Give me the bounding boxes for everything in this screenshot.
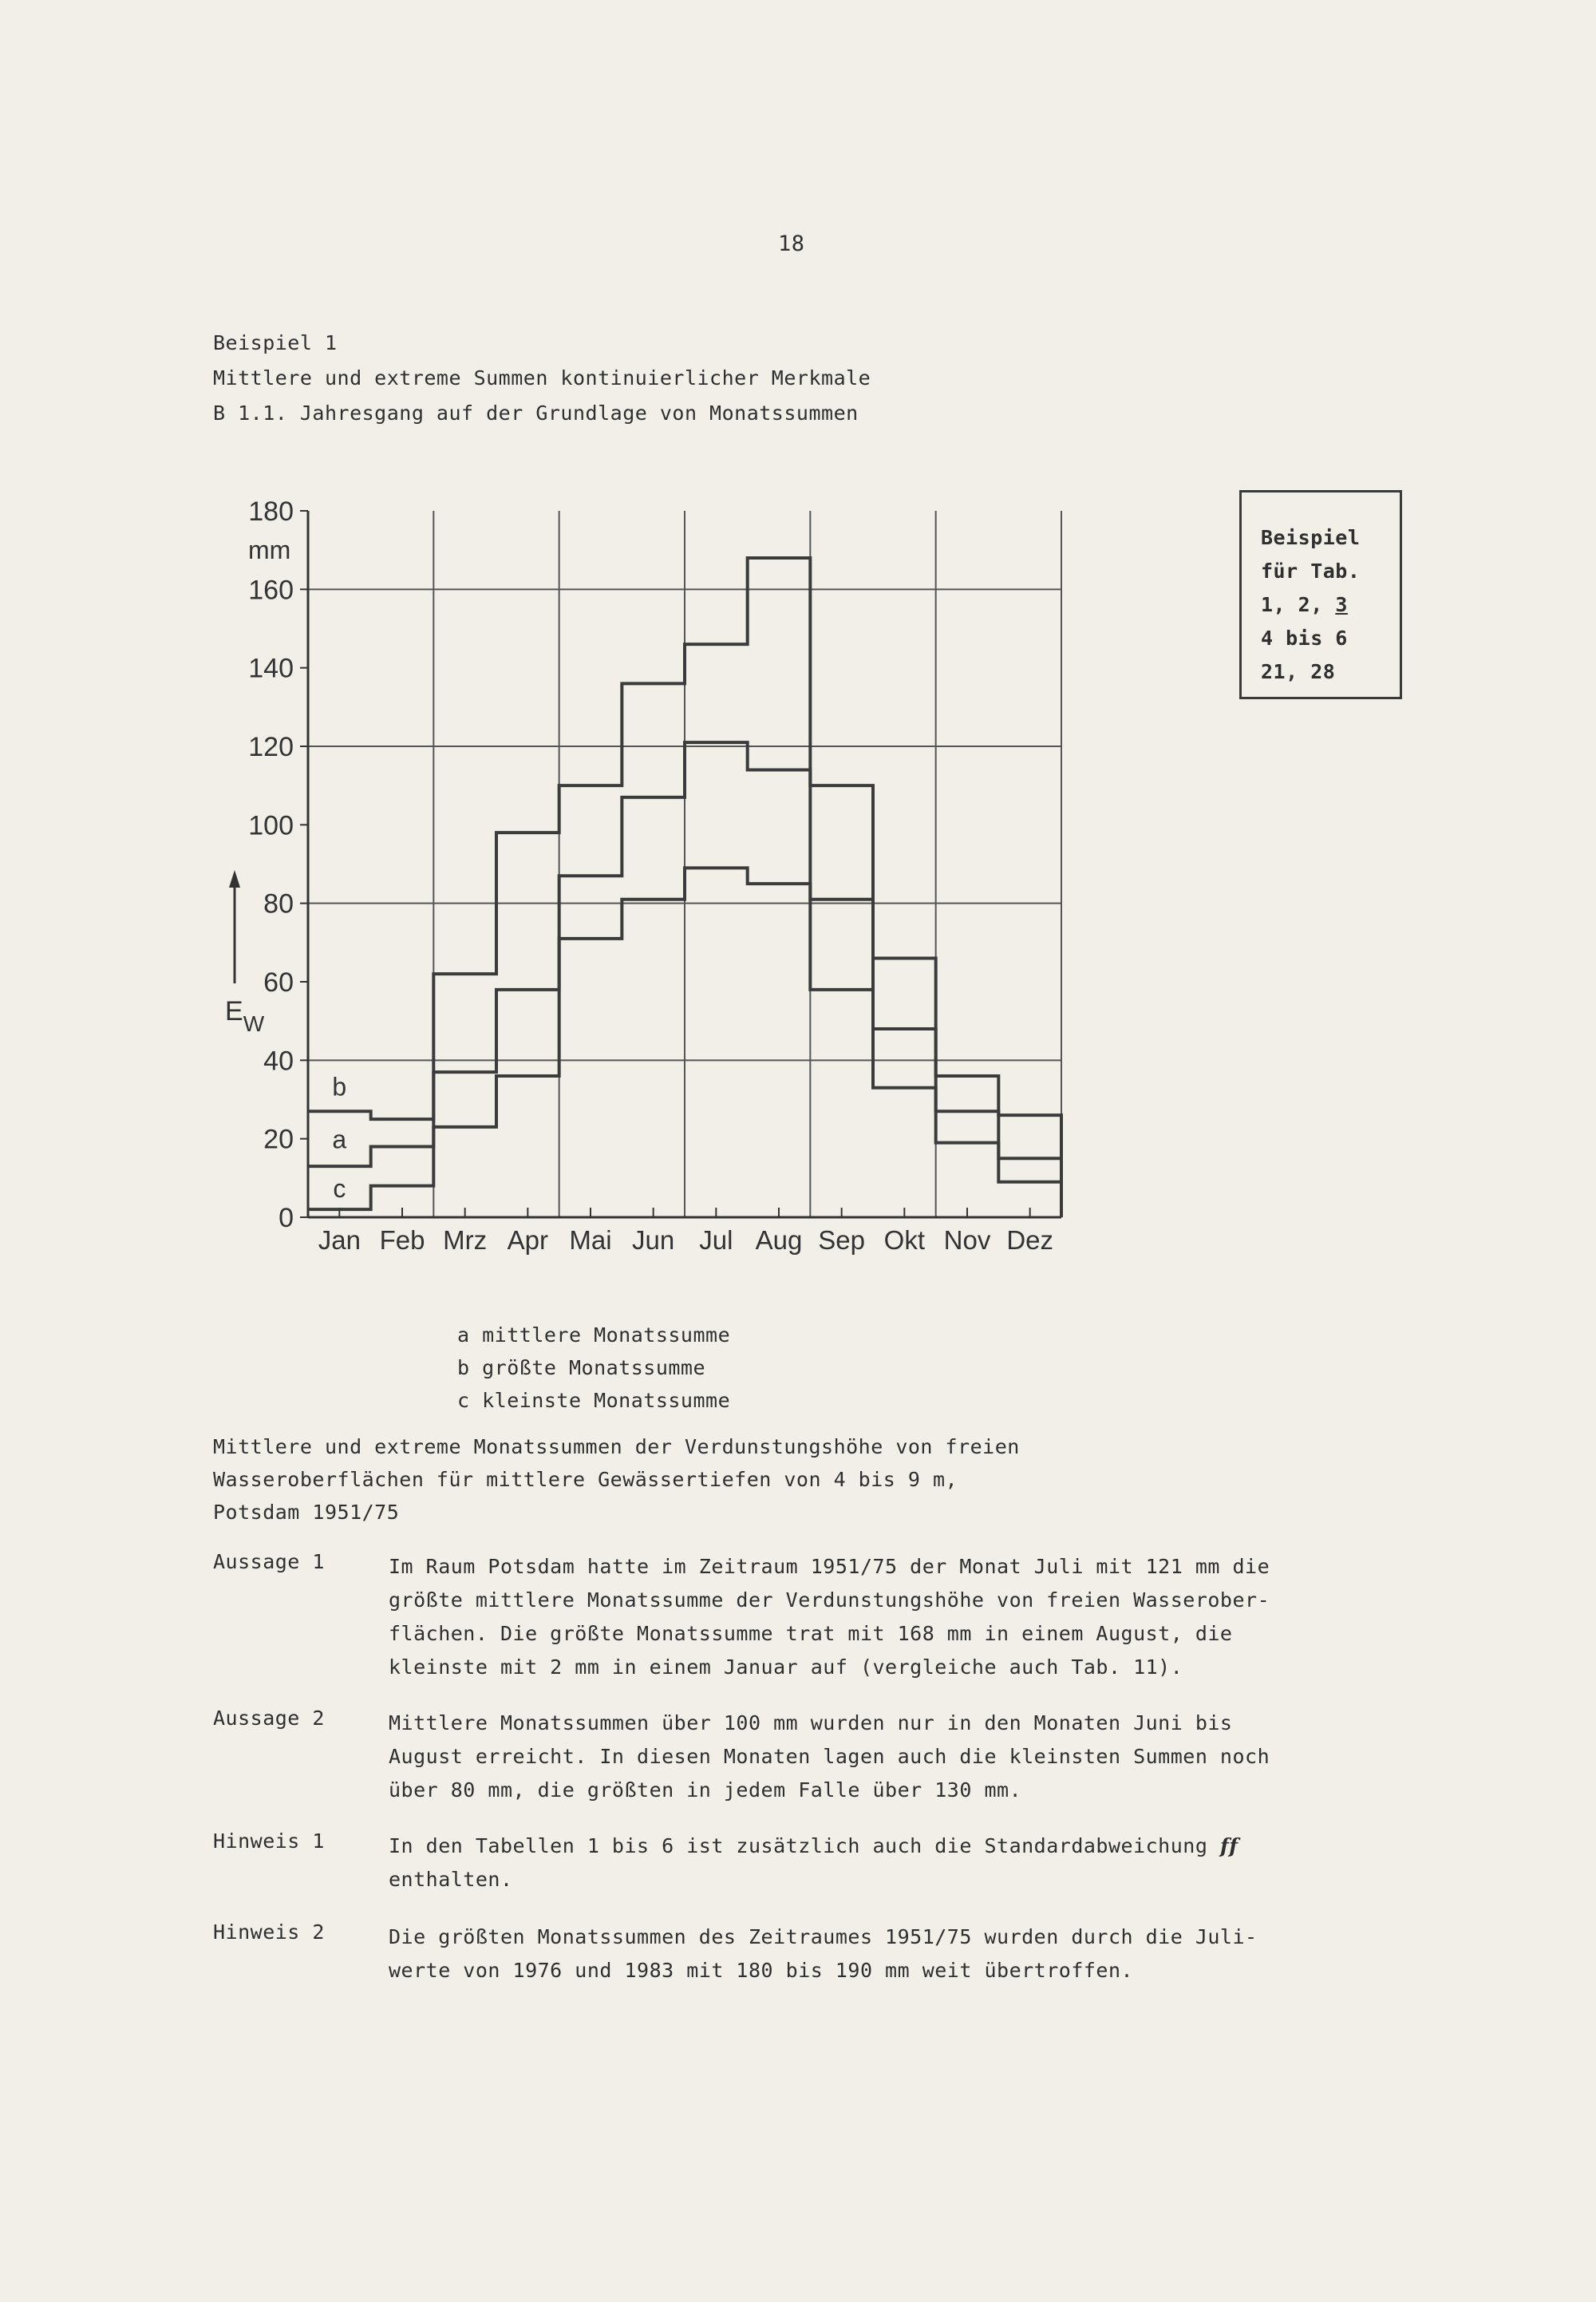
- y-tick-label: 80: [263, 888, 294, 920]
- series-label-b: b: [332, 1072, 347, 1102]
- hinweis-1-line-1-text: In den Tabellen 1 bis 6 ist zusätzlich auch die Standardabweichung: [389, 1834, 1208, 1857]
- aussage-2-line-2: August erreicht. In diesen Monaten lagen auch die kleinsten Summen noch: [389, 1745, 1270, 1768]
- heading-line-3: B 1.1. Jahresgang auf der Grundlage von Monatssummen: [213, 401, 859, 425]
- hinweis-1-line-2: enthalten.: [389, 1868, 513, 1891]
- aussage-2-line-1: Mittlere Monatssummen über 100 mm wurden nur in den Monaten Juni bis: [389, 1711, 1233, 1734]
- caption-line-3: Potsdam 1951/75: [213, 1501, 400, 1524]
- x-tick-label: Jan: [318, 1225, 361, 1255]
- ref-box-line-1: Beispiel: [1261, 526, 1361, 549]
- x-tick-label: Aug: [755, 1225, 803, 1255]
- caption-line-1: Mittlere und extreme Monatssummen der Verdunstungshöhe von freien: [213, 1435, 1020, 1458]
- y-tick-label: 160: [248, 575, 294, 606]
- heading-line-2: Mittlere und extreme Summen kontinuierlicher Merkmale: [213, 366, 871, 390]
- ref-box-line-4: 4 bis 6: [1261, 627, 1348, 650]
- x-tick-label: Sep: [818, 1225, 866, 1255]
- hinweis-1-line-1: [389, 1829, 1238, 1863]
- aussage-1-line-3: flächen. Die größte Monatssumme trat mit 168 mm in einem August, die: [389, 1622, 1233, 1645]
- hinweis-2-label: Hinweis 2: [213, 1920, 325, 1944]
- x-tick-label: Jul: [699, 1225, 733, 1255]
- y-unit-label: mm: [248, 536, 291, 564]
- hinweis-2-line-2: werte von 1976 und 1983 mit 180 bis 190 mm weit übertroffen.: [389, 1959, 1134, 1982]
- y-tick-label: 20: [263, 1124, 294, 1155]
- heading-line-1: Beispiel 1: [213, 331, 338, 354]
- x-tick-label: Mrz: [443, 1225, 488, 1255]
- legend: [457, 1319, 730, 1417]
- page-number: 18: [778, 231, 805, 256]
- series-label-a: a: [332, 1125, 347, 1154]
- ref-box-line-2: für Tab.: [1261, 560, 1361, 583]
- x-tick-label: Apr: [507, 1225, 549, 1255]
- aussage-1-line-2: größte mittlere Monatssumme der Verdunstungshöhe von freien Wasserober-: [389, 1588, 1270, 1612]
- x-tick-label: Feb: [379, 1225, 425, 1255]
- hinweis-2-line-1: Die größten Monatssummen des Zeitraumes 1951/75 wurden durch die Juli-: [389, 1925, 1258, 1948]
- y-axis-label: $E_W$: [225, 996, 265, 1036]
- aussage-2-label: Aussage 2: [213, 1707, 325, 1730]
- aussage-2-text: [389, 1707, 1270, 1807]
- legend-c: c kleinste Monatssumme: [457, 1389, 731, 1412]
- aussage-1-text: [389, 1550, 1270, 1684]
- caption-line-2: Wasseroberflächen für mittlere Gewässertiefen von 4 bis 9 m,: [213, 1468, 958, 1491]
- handwritten-symbol: ff: [1219, 1834, 1238, 1857]
- aussage-2-line-3: über 80 mm, die größten in jedem Falle über 130 mm.: [389, 1778, 1022, 1802]
- x-tick-label: Jun: [632, 1225, 675, 1255]
- y-tick-label: 100: [248, 810, 294, 841]
- hinweis-2-text: [389, 1920, 1258, 1988]
- y-arrow-head: [229, 870, 240, 888]
- y-tick-label: 140: [248, 653, 294, 684]
- y-tick-label: 180: [248, 496, 294, 527]
- x-tick-label: Okt: [883, 1225, 926, 1255]
- ref-box-line-3-a: 1, 2,: [1261, 593, 1336, 616]
- hinweis-1-text: [389, 1829, 1238, 1897]
- aussage-1-line-4: kleinste mit 2 mm in einem Januar auf (vergleiche auch Tab. 11).: [389, 1655, 1183, 1679]
- hinweis-1-label: Hinweis 1: [213, 1829, 325, 1853]
- series-label-c: c: [333, 1174, 346, 1204]
- x-tick-label: Dez: [1006, 1225, 1054, 1255]
- figure-caption: [213, 1430, 1020, 1529]
- ref-box-line-5: 21, 28: [1261, 660, 1336, 683]
- y-tick-label: 40: [263, 1046, 294, 1077]
- y-tick-label: 120: [248, 732, 294, 762]
- legend-b: b größte Monatssumme: [457, 1356, 706, 1379]
- y-tick-label: 60: [263, 967, 294, 998]
- x-tick-label: Mai: [569, 1225, 612, 1255]
- ref-box-line-3-b: 3: [1335, 593, 1348, 616]
- aussage-1-label: Aussage 1: [213, 1550, 325, 1573]
- legend-a: a mittlere Monatssumme: [457, 1323, 731, 1347]
- x-tick-label: Nov: [943, 1225, 991, 1255]
- y-tick-label: 0: [279, 1203, 294, 1233]
- aussage-1-line-1: Im Raum Potsdam hatte im Zeitraum 1951/75 der Monat Juli mit 121 mm die: [389, 1555, 1270, 1578]
